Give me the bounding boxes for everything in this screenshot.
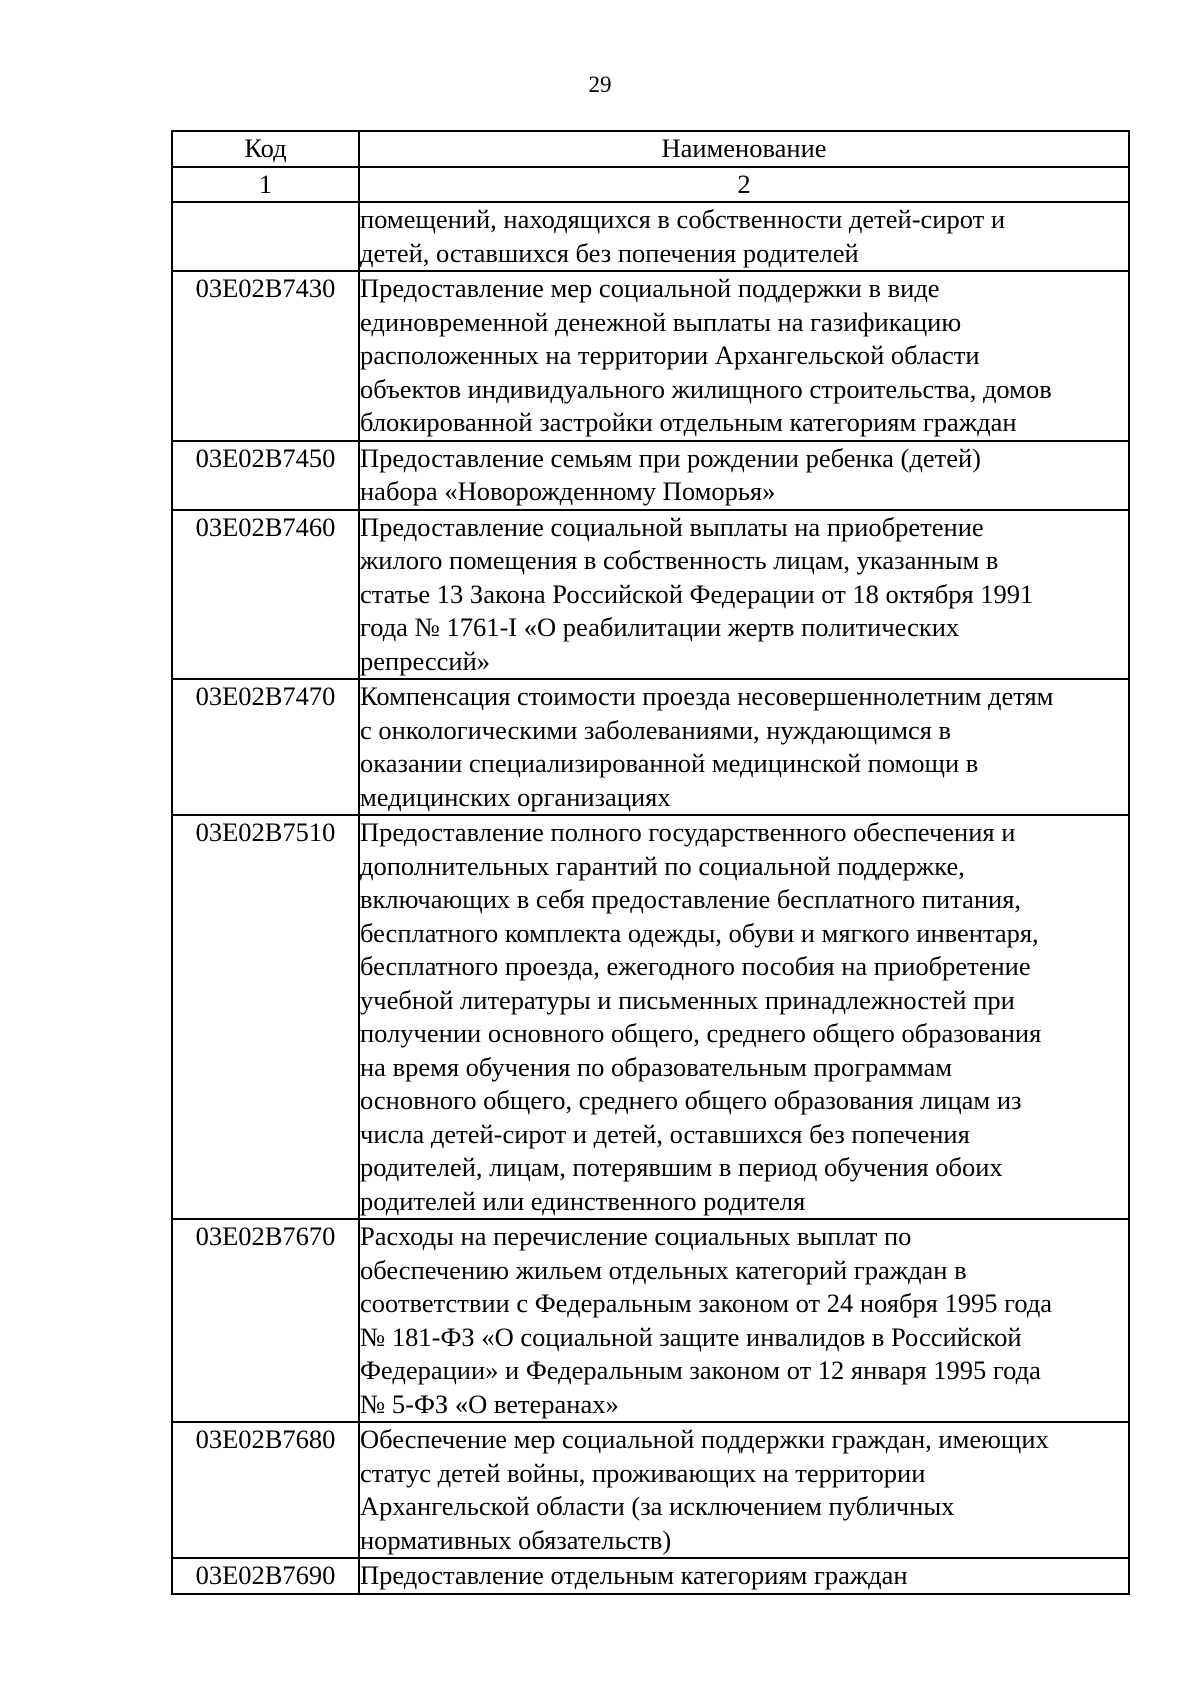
- table-numbering-row: [172, 167, 1129, 203]
- row-name-line: Предоставление полного государственного обеспечения и: [360, 817, 1016, 847]
- table-row: [172, 441, 1129, 510]
- row-name-line: блокированной застройки отдельным категориям граждан: [360, 407, 1017, 437]
- row-name-line: № 5-ФЗ «О ветеранах»: [360, 1388, 619, 1419]
- row-name-cell: [359, 679, 1129, 815]
- column-header-code: Код: [172, 131, 359, 167]
- row-code-cell: 03Е02В7670: [172, 1219, 359, 1422]
- table-row: [172, 202, 1129, 271]
- row-code-cell: 03Е02В7680: [172, 1422, 359, 1558]
- row-code-cell: 03Е02В7460: [172, 510, 359, 680]
- row-name-line: дополнительных гарантий по социальной поддержке,: [360, 850, 965, 881]
- table-row: [172, 1422, 1129, 1558]
- row-name-line: учебной литературы и письменных принадлежностей при: [360, 984, 1015, 1015]
- table-row: [172, 271, 1129, 441]
- row-name-line: Предоставление мер социальной поддержки в виде: [360, 273, 940, 303]
- row-name-cell: [359, 1219, 1129, 1422]
- row-name-line: репрессий»: [360, 645, 491, 676]
- row-name-cell: [359, 510, 1129, 680]
- row-name-line: помещений, находящихся в собственности детей-сирот и: [360, 204, 1006, 234]
- row-name-line: получении основного общего, среднего общего образования: [360, 1018, 1042, 1048]
- table-body: [172, 202, 1129, 1594]
- row-name-line: бесплатного комплекта одежды, обуви и мягкого инвентаря,: [360, 917, 1039, 948]
- row-name-line: объектов индивидуального жилищного строительства, домов: [360, 373, 1052, 404]
- row-name-line: медицинских организациях: [360, 781, 671, 812]
- row-name-line: Федерации» и Федеральным законом от 12 января 1995 года: [360, 1355, 1041, 1385]
- row-name-line: родителей или единственного родителя: [360, 1185, 806, 1216]
- row-code-cell: 03Е02В7690: [172, 1558, 359, 1594]
- row-name-line: жилого помещения в собственность лицам, указанным в: [360, 545, 999, 575]
- row-name-line: Архангельской области (за исключением публичных: [360, 1491, 955, 1521]
- row-name-line: Обеспечение мер социальной поддержки граждан, имеющих: [360, 1424, 1049, 1454]
- row-name-cell: [359, 1558, 1129, 1594]
- row-name-line: № 181-ФЗ «О социальной защите инвалидов в Российской: [360, 1321, 1022, 1352]
- budget-code-table: [171, 130, 1130, 1595]
- row-name-cell: [359, 271, 1129, 441]
- row-code-cell: 03Е02В7430: [172, 271, 359, 441]
- row-code-cell: 03Е02В7470: [172, 679, 359, 815]
- row-name-line: родителей, лицам, потерявшим в период обучения обоих: [360, 1152, 1003, 1182]
- row-name-line: с онкологическими заболеваниями, нуждающимся в: [360, 714, 952, 745]
- table-row: [172, 815, 1129, 1219]
- row-name-line: Расходы на перечисление социальных выплат по: [360, 1221, 912, 1251]
- column-number-code: 1: [172, 167, 359, 203]
- row-name-line: года № 1761-I «О реабилитации жертв политических: [360, 612, 960, 642]
- row-name-line: единовременной денежной выплаты на газификацию: [360, 306, 962, 337]
- row-name-line: Предоставление социальной выплаты на приобретение: [360, 511, 984, 542]
- row-name-line: Компенсация стоимости проезда несовершеннолетним детям: [360, 681, 1054, 711]
- row-name-line: обеспечению жильем отдельных категорий граждан в: [360, 1254, 967, 1285]
- table-row: [172, 1219, 1129, 1422]
- row-name-cell: [359, 1422, 1129, 1558]
- row-name-line: статус детей войны, проживающих на территории: [360, 1457, 926, 1488]
- row-name-line: основного общего, среднего общего образования лицам из: [360, 1085, 1022, 1115]
- row-name-line: на время обучения по образовательным программам: [360, 1051, 953, 1082]
- row-name-line: статье 13 Закона Российской Федерации от 18 октября 1991: [360, 578, 1034, 609]
- row-name-line: включающих в себя предоставление бесплатного питания,: [360, 884, 1022, 914]
- row-code-cell: [172, 202, 359, 271]
- row-name-cell: [359, 202, 1129, 271]
- row-name-line: расположенных на территории Архангельской области: [360, 340, 980, 370]
- row-name-line: детей, оставшихся без попечения родителей: [360, 237, 859, 268]
- row-name-line: нормативных обязательств): [360, 1524, 672, 1555]
- page-number: 29: [588, 72, 612, 97]
- row-name-line: соответствии с Федеральным законом от 24 ноября 1995 года: [360, 1288, 1053, 1318]
- row-name-cell: [359, 815, 1129, 1219]
- column-number-name: 2: [359, 167, 1129, 203]
- table-header-row: [172, 131, 1129, 167]
- table-row: [172, 1558, 1129, 1594]
- table-row: [172, 510, 1129, 680]
- row-code-cell: 03Е02В7510: [172, 815, 359, 1219]
- row-name-line: оказании специализированной медицинской помощи в: [360, 748, 979, 778]
- table-row: [172, 679, 1129, 815]
- row-name-line: числа детей-сирот и детей, оставшихся без попечения: [360, 1118, 970, 1149]
- row-name-line: Предоставление отдельным категориям граждан: [360, 1560, 908, 1590]
- row-name-line: бесплатного проезда, ежегодного пособия на приобретение: [360, 951, 1031, 981]
- row-name-line: Предоставление семьям при рождении ребенка (детей): [360, 442, 981, 473]
- row-code-cell: 03Е02В7450: [172, 441, 359, 510]
- row-name-line: набора «Новорожденному Поморья»: [360, 476, 776, 506]
- row-name-cell: [359, 441, 1129, 510]
- column-header-name: Наименование: [359, 131, 1129, 167]
